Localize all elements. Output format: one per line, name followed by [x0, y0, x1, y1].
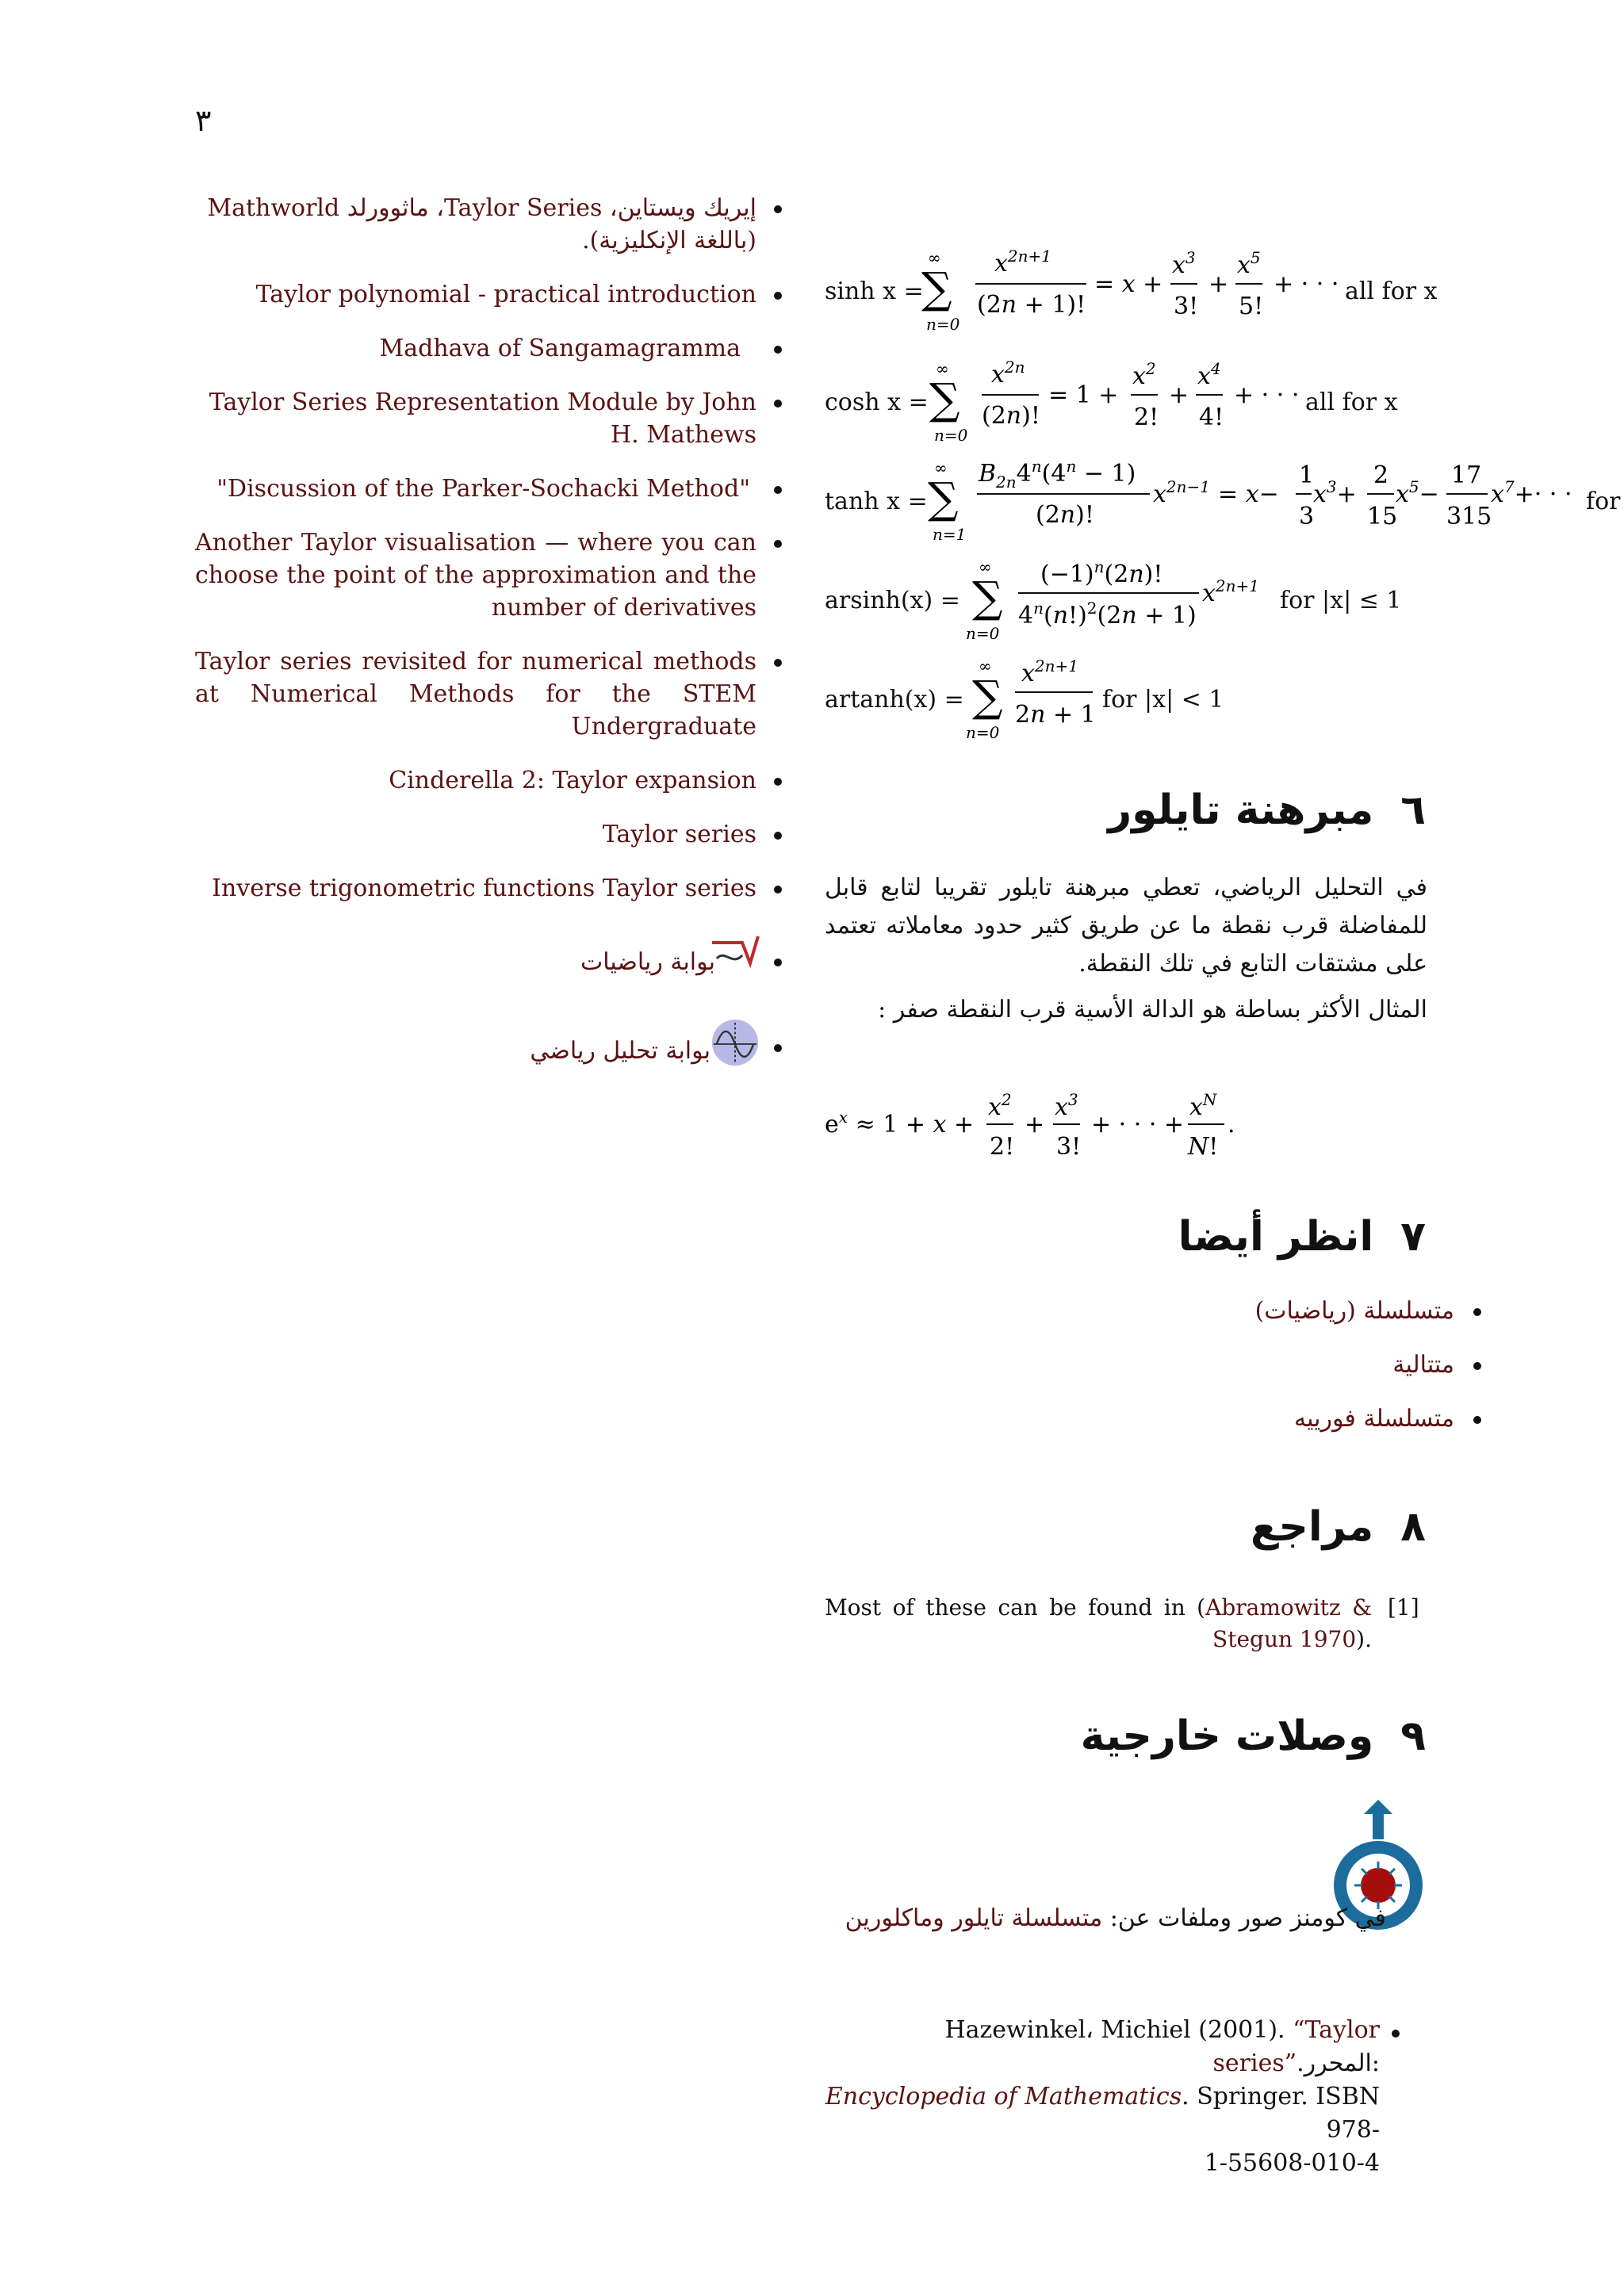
link-madhava[interactable]: Madhava of Sangamagramma	[195, 332, 782, 365]
commons-link[interactable]: متسلسلة تايلور وماكلورين	[845, 1904, 1103, 1932]
reference-marker: [1]	[1388, 1594, 1419, 1621]
commons-prefix: في كومنز صور وملفات عن:	[1109, 1904, 1386, 1932]
svg-text:= x−: = x−	[1218, 480, 1279, 508]
section-number: ٦	[1400, 786, 1426, 834]
portal-math-label[interactable]: بوابة رياضيات	[580, 948, 715, 976]
exp-formula	[825, 1085, 1300, 1172]
link-mathworld[interactable]: إيريك ويستاين، Taylor Series، ماثوورلد Mathworld (باللغة الإنكليزية).	[195, 192, 782, 257]
svg-text:2!: 2!	[990, 1133, 1015, 1161]
svg-text:∑: ∑	[929, 374, 960, 424]
svg-text:+: +	[1208, 270, 1229, 298]
svg-text:x2n−1: $x^{2n-1}$	[1153, 477, 1211, 508]
reference-link[interactable]: Abramowitz & Stegun 1970	[1205, 1594, 1372, 1652]
section-title: مبرهنة تايلور	[1108, 786, 1374, 834]
right-column	[825, 0, 1624, 2296]
svg-text:(2n + 1)!: (2n + 1)!	[977, 291, 1086, 319]
tanh-lhs: tanh x =	[825, 488, 928, 515]
svg-text:3!: 3!	[1056, 1133, 1082, 1161]
svg-text:2: 2	[1373, 461, 1389, 489]
svg-text:∞: ∞	[936, 359, 949, 378]
svg-text:x2n: $x^{2n}$	[991, 358, 1025, 388]
svg-text:315: 315	[1446, 503, 1492, 530]
cosh-tail: all for x	[1305, 388, 1398, 416]
link-cinderella[interactable]: Cinderella 2: Taylor expansion	[195, 764, 782, 797]
section-title: مراجع	[1250, 1503, 1374, 1551]
svg-text:= 1 +: = 1 +	[1048, 381, 1119, 409]
svg-text:x3+: $x^3+$	[1313, 477, 1357, 508]
svg-text:∑: ∑	[972, 672, 1003, 721]
portal-analysis-label[interactable]: بوابة تحليل رياضي	[530, 1037, 710, 1065]
svg-text:x2n+1: $x^{2n+1}$	[1202, 576, 1260, 607]
portal-analysis[interactable]	[195, 1017, 782, 1076]
svg-text:N!: N!	[1188, 1133, 1219, 1161]
section-heading-taylor-theorem	[1108, 786, 1426, 834]
section-heading-references	[1251, 1503, 1426, 1551]
svg-text:n=0: n=0	[966, 624, 1000, 643]
section-title: انظر أيضا	[1178, 1213, 1374, 1261]
section-title: وصلات خارجية	[1080, 1712, 1374, 1760]
hazewinkel-citation	[825, 2014, 1380, 2180]
svg-text:4!: 4!	[1199, 404, 1224, 431]
svg-text:= x +: = x +	[1094, 270, 1163, 298]
svg-text:2n + 1: 2n + 1	[1015, 701, 1096, 729]
citation-title-link[interactable]: “Taylor series”	[1212, 2016, 1380, 2077]
svg-text:x2n+1: $x^{2n+1}$	[1021, 656, 1079, 687]
citation-author: Hazewinkel، Michiel (2001).	[944, 2016, 1293, 2044]
section-heading-external-links	[1081, 1712, 1426, 1760]
cosh-lhs: cosh x =	[825, 388, 929, 416]
section-number: ٩	[1400, 1712, 1426, 1760]
see-also-list	[1255, 1295, 1481, 1457]
equation-exp-approx	[825, 1085, 1300, 1178]
svg-text:.: .	[1228, 1111, 1235, 1138]
analysis-portal-icon	[710, 1017, 760, 1068]
svg-text:∞: ∞	[934, 458, 948, 477]
svg-text:x2n+1: $x^{2n+1}$	[994, 247, 1052, 277]
see-also-item[interactable]: متسلسلة (رياضيات)	[1255, 1295, 1481, 1327]
svg-text:n=0: n=0	[926, 315, 960, 334]
portal-math[interactable]	[195, 932, 782, 990]
svg-text:(2n)!: (2n)!	[982, 402, 1040, 430]
svg-text:ex ≈ 1 + x +: $e^x \approx 1 + x$ +	[825, 1108, 975, 1138]
citation-line	[825, 2080, 1380, 2147]
svg-text:+: +	[1169, 381, 1189, 409]
svg-text:x5−: $x^5-$	[1396, 477, 1439, 508]
citation-publisher: . Springer. ISBN 978-	[1182, 2083, 1380, 2144]
commons-line	[845, 1904, 1386, 1932]
math-portal-icon	[710, 932, 760, 982]
svg-text:+: +	[1025, 1111, 1045, 1138]
svg-text:4n(n!)2(2n + 1): $4^n(n!)^2(2n + 1)$	[1018, 599, 1197, 629]
svg-text:(−1)n(2n)!: $(-1)^n(2n)$!	[1040, 557, 1163, 588]
sinh-tail: all for x	[1345, 277, 1438, 305]
section-heading-see-also	[1178, 1213, 1426, 1261]
link-numerical-methods[interactable]: Taylor series revisited for numerical methods at Numerical Methods for the STEM Undergraduate	[195, 645, 782, 743]
tanh-formula	[825, 456, 1586, 559]
svg-text:x4: $x^4$	[1197, 359, 1221, 390]
svg-text:+ · · ·: + · · ·	[1234, 381, 1300, 409]
svg-text:2!: 2!	[1134, 404, 1159, 431]
citation-line	[825, 2014, 1380, 2080]
svg-text:∑: ∑	[972, 572, 1003, 622]
svg-text:n=0: n=0	[934, 426, 968, 445]
svg-text:xN: $x^N$	[1189, 1090, 1217, 1121]
page-number: ٣	[195, 103, 212, 138]
external-links-list	[195, 192, 782, 1097]
arsinh-tail: for |x| ≤ 1	[1280, 587, 1402, 614]
see-also-item[interactable]: متسلسلة فورييه	[1255, 1403, 1481, 1435]
svg-text:x2: $x^2$	[988, 1090, 1012, 1121]
svg-text:1: 1	[1299, 461, 1315, 489]
sinh-lhs: sinh x =	[825, 277, 924, 305]
bullet	[1392, 2030, 1400, 2038]
svg-text:∞: ∞	[928, 248, 941, 267]
svg-text:∞: ∞	[979, 557, 992, 576]
svg-text:15: 15	[1367, 503, 1398, 530]
svg-text:x3: $x^3$	[1055, 1090, 1078, 1121]
svg-text:+ · · ·: + · · ·	[1274, 270, 1339, 298]
artanh-tail: for |x| < 1	[1102, 686, 1224, 714]
svg-text:x7+· · ·: $x^7+\cdot$ · ·	[1491, 477, 1572, 508]
svg-text:∑: ∑	[921, 263, 952, 313]
svg-text:5!: 5!	[1239, 293, 1264, 320]
reference-text: Most of these can be found in (	[825, 1594, 1206, 1621]
link-taylor-polynomial[interactable]: Taylor polynomial - practical introduction	[195, 278, 782, 311]
artanh-lhs: artanh(x) =	[825, 686, 964, 714]
svg-text:x5: $x^5$	[1237, 248, 1261, 279]
svg-text:∑: ∑	[928, 473, 959, 523]
tanh-tail: for	[1586, 488, 1621, 515]
exp-example-intro: المثال الأكثر بساطة هو الدالة الأسية قرب النقطة صفر :	[878, 996, 1427, 1024]
section-number: ٨	[1400, 1503, 1426, 1551]
see-also-item[interactable]: متتالية	[1255, 1349, 1481, 1381]
citation-isbn: 1-55608-010-4	[1204, 2149, 1380, 2177]
svg-text:17: 17	[1451, 461, 1482, 489]
svg-text:B2n4n(4n − 1): $B_{2n}4^n(4^n - 1)$	[979, 457, 1136, 492]
section-number: ٧	[1400, 1213, 1426, 1261]
reference-body	[825, 1592, 1372, 1655]
reference-entry	[825, 1592, 1427, 1655]
svg-text:3!: 3!	[1174, 293, 1199, 320]
svg-text:x3: $x^3$	[1172, 248, 1196, 279]
citation-editor: .المحرر:	[1297, 2049, 1380, 2077]
link-inverse-trig[interactable]: Inverse trigonometric functions Taylor series	[195, 872, 782, 905]
link-taylor-visualisation[interactable]: Another Taylor visualisation — where you can choose the point of the approximation and the number of derivatives	[195, 526, 782, 624]
svg-text:+ · · · +: + · · · +	[1091, 1111, 1185, 1138]
link-taylor-series[interactable]: Taylor series	[195, 818, 782, 851]
svg-text:x2: $x^2$	[1132, 359, 1156, 390]
link-taylor-module[interactable]: Taylor Series Representation Module by John H. Mathews	[195, 386, 782, 451]
svg-text:∞: ∞	[979, 656, 992, 675]
svg-text:(2n)!: (2n)!	[1036, 501, 1094, 529]
svg-text:n=1: n=1	[933, 525, 967, 544]
link-parker-sochacki[interactable]: "Discussion of the Parker-Sochacki Method"	[195, 473, 782, 505]
svg-text:n=0: n=0	[966, 723, 1000, 742]
taylor-theorem-paragraph: في التحليل الرياضي، تعطي مبرهنة تايلور تقريبا لتابع قابل للمفاضلة قرب نقطة ما عن طريق كثير حدود معاملاته تعتمد على مشتقات التابع في تلك النقطة.	[825, 874, 1427, 978]
svg-text:3: 3	[1299, 503, 1315, 530]
arsinh-lhs: arsinh(x) =	[825, 587, 960, 614]
reference-end: ).	[1356, 1626, 1372, 1652]
citation-encyclopedia-link[interactable]: Encyclopedia of Mathematics	[825, 2083, 1182, 2110]
